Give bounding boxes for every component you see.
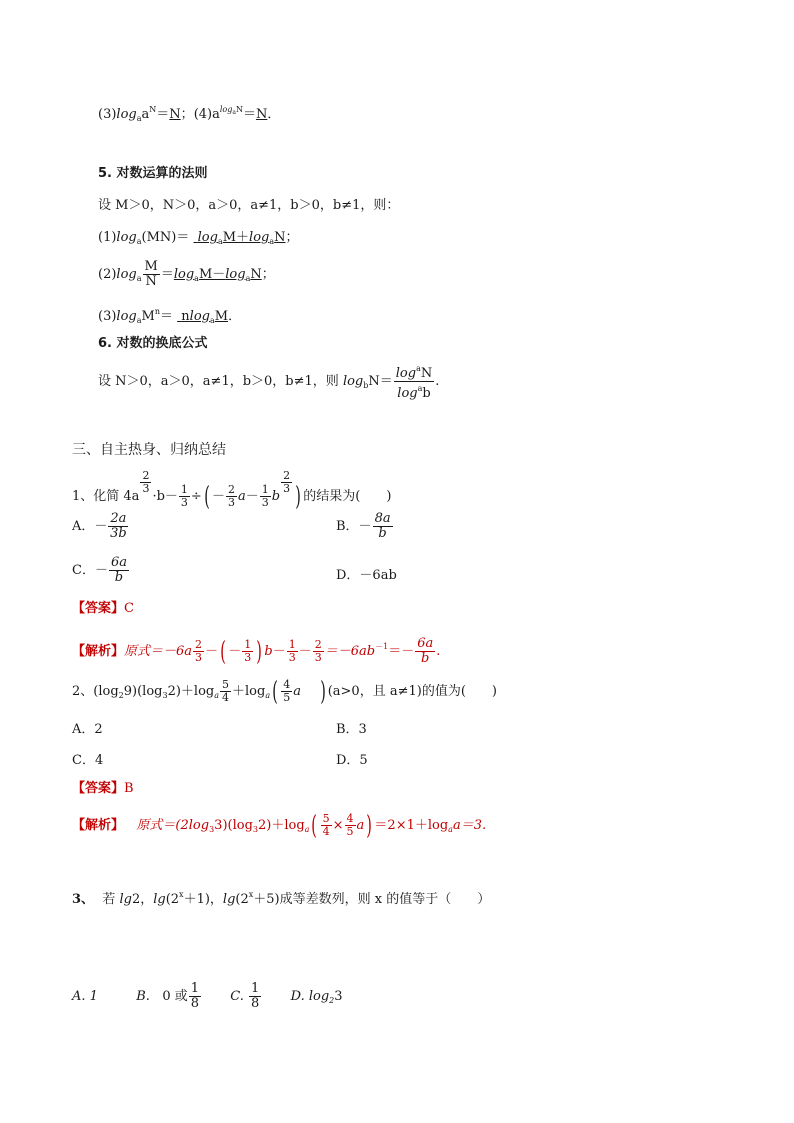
option-d[interactable]: D．5 bbox=[336, 753, 368, 768]
question-2-stem: 2、$(\log_29)(\log_32)+\log_a$ $\frac{5}{4}$ $+\log_a$( $\frac{4}{5}$ a ) (a>0，且 a≠1)的值为( ) bbox=[72, 676, 497, 707]
question-3-options bbox=[72, 981, 343, 1017]
answer-line: 【答案】B bbox=[72, 781, 134, 796]
explanation-line: 【解析】原式＝－6a $\frac{2}{3}$ －( － $\frac{1}{3}$ ) b－ $\frac{1}{3}$ － $\frac{2}{3}$ $=-6ab^{-1}=-$ $\frac{6a}{b}$ . bbox=[72, 636, 441, 667]
log-rule-1: $(1)\log_a(MN)= \log_aM+\log_aN$； bbox=[98, 230, 299, 246]
section-5-condition: 设 M＞0，N＞0，a＞0，a≠1，b＞0，b≠1，则： bbox=[98, 198, 400, 213]
log-property-3-4: $(3)\log_aa^N=N$；$(4)a^{logaN}=N$． bbox=[98, 105, 281, 123]
option-c[interactable]: C．－ $\frac{6a}{b}$ bbox=[72, 555, 127, 585]
answer-blank: $\log_aM+\log_aN$ bbox=[197, 230, 286, 246]
change-of-base-formula: 设 N＞0，a＞0，a≠1，b＞0，b≠1，则 $\log_bN=$ $\frac{\log^aN}{\log^ab}$ . bbox=[98, 364, 440, 401]
option-a[interactable]: A. 1 bbox=[72, 989, 98, 1004]
option-d[interactable]: D．－6ab bbox=[336, 568, 397, 583]
fraction: $\frac{\log^aN}{\log^ab}$ bbox=[395, 364, 433, 401]
option-a[interactable]: A．2 bbox=[72, 722, 103, 737]
option-b[interactable]: B．－ $\frac{8a}{b}$ bbox=[336, 511, 391, 541]
log-rule-2: $(2)\log_a$ $\frac{M}{N}$ $=\log_aM-\log_aN$； bbox=[98, 259, 275, 289]
section-6-title: 6. 对数的换底公式 bbox=[98, 336, 208, 351]
option-c[interactable]: C. $\frac{1}{8}$ bbox=[230, 981, 260, 1011]
answer-blank: N bbox=[169, 107, 181, 122]
answer-blank: nlog$_a$M bbox=[181, 309, 229, 325]
question-3-stem: 3、 若 lg2，$\lg(2^x+1)$，$\lg(2^x+5)$成等差数列，则 x 的值等于（ ） bbox=[72, 890, 491, 907]
question-1-stem: 1、化简 4a $\frac{2}{3}$ ·b－ $\frac{1}{3}$ ÷( － $\frac{2}{3}$ a－ $\frac{1}{3}$ b $\frac{2}{3}$ ) 的结果为( ) bbox=[72, 469, 392, 512]
option-c[interactable]: C．4 bbox=[72, 753, 104, 768]
answer-blank: N bbox=[255, 107, 268, 122]
option-b[interactable]: B. 0 或 $\frac{1}{8}$ bbox=[136, 981, 199, 1011]
section-5-title: 5. 对数运算的法则 bbox=[98, 166, 208, 181]
part-3-heading: 三、自主热身、归纳总结 bbox=[72, 442, 226, 458]
answer-blank: $\log_aM-\log_aN$ bbox=[173, 267, 262, 283]
explanation-line: 【解析】 原式$=(2\log_33)(\log_32)+\log_a$( $\frac{5}{4}$ × $\frac{4}{5}$ $a) =2\times 1+\log_aa=3$. bbox=[72, 810, 487, 841]
log-rule-3: $(3)\log_aM^n= nlog_aM$． bbox=[98, 307, 242, 325]
option-a[interactable]: A．－ $\frac{2a}{3b}$ bbox=[72, 511, 127, 541]
answer-line: 【答案】C bbox=[72, 601, 134, 616]
option-b[interactable]: B．3 bbox=[336, 722, 367, 737]
fraction: $\frac{M}{N}$ bbox=[144, 259, 158, 289]
option-d[interactable]: D. $\log_23$ bbox=[290, 989, 343, 1005]
